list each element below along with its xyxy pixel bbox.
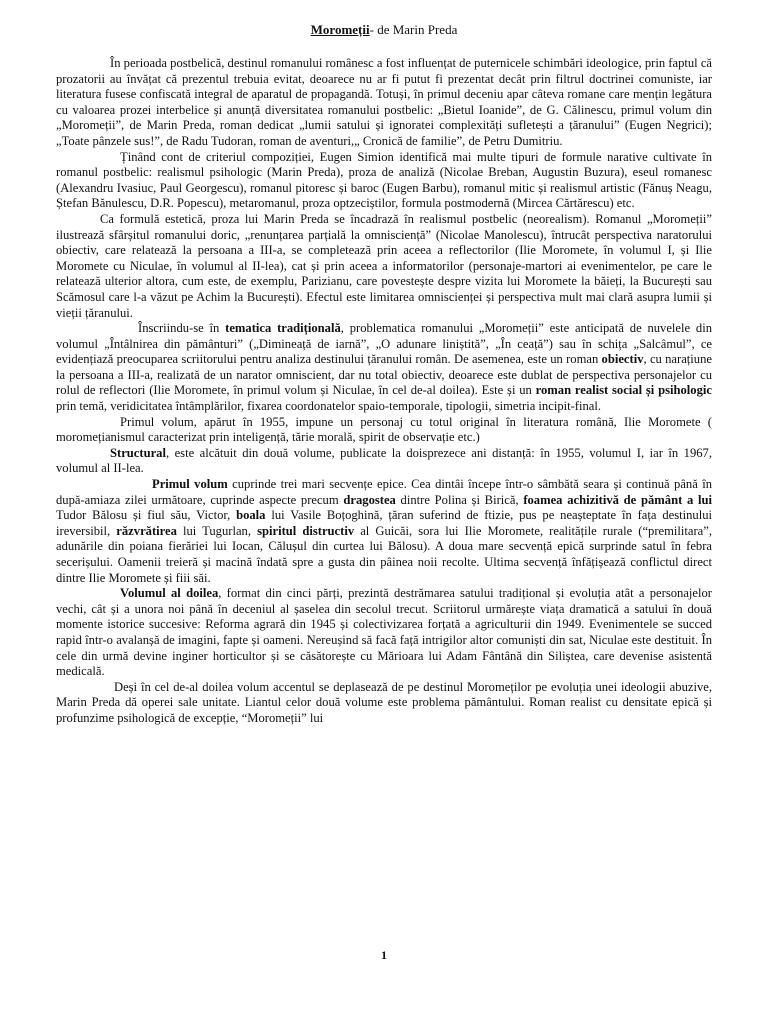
text-run: În perioada postbelică, destinul romanului românesc a fost influențat de puternicele schimbări ideologice, prin faptul că prozatorii au învățat că prezentul trebuia evitat, deoarece nu ar fi putut fi prezentat decât prin filtrul doctrinei comuniste, iar literatura fusese confiscată integral de aparatul de propagandă. Totuși, în primul deceniu apar câteva romane care mențin legătura cu valoarea prozei interbelice și anunță diversitatea romanului postbelic: „Bietul Ioanide”, de G. Călinescu, primul volum din „Moromeții”, de Marin Preda, roman dedicat „lumii satului și ignoratei complexități sufletești a țăranului” (Eugen Negrici); „Toate pânzele sus!”, de Radu Tudoran, roman de aventuri,„ Cronică de familie”, de Petru Dumitriu.	[56, 56, 712, 148]
bold-text-run: foamea achizitivă de pământ a lui	[523, 492, 713, 507]
text-run: , format din cinci părți, prezintă destrămarea satului tradițional și evoluția atât a personajelor vechi, cât și a unora noi până în deceniul al șaselea din secolul trecut. Scriitorul urmărește viața dramatică a satului în două momente istorice succesive: Reforma agrară din 1945 și colectivizarea forțată a agriculturii din 1949. Evenimentele se succed rapid într-o avalanșă de imagini, fapte și oameni. Nereușind să facă față intrigilor altor comuniști din sat, Niculae este destituit. În cele din urmă devine inginer horticultor și se căsătorește cu Mărioara lui Adam Fântână din Siliștea, care devenise asistentă medicală.	[56, 586, 712, 679]
text-run: al Guicăi, sora lui Ilie Moromete, realitățile rurale (“premilitara”, adunările din poiana fierăriei lui Iocan, Călușul din curtea lui Bălosu). A doua mare secvență epică surprinde satul în febra secerișului. Oamenii treieră și macină îndată spre a gusta din pâinea noii recolte. Ultima secvență înfățișează conflictul direct dintre Ilie Moromete și fiii săi.	[56, 523, 713, 585]
text-run: , cu narațiune la persoana a III-a, realizată de un narator omniscient, dar nu total obiectiv, deoarece este dublat de perspectiva personajelor cu rolul de reflectori (Ilie Moromete, în primul volum și Niculae, în cel de-al doilea). Este și un	[56, 352, 712, 398]
bold-text-run: Volumul al doilea	[120, 586, 219, 601]
text-run: Deși în cel de-al doilea volum accentul se deplasează de pe destinul Moromeților pe evoluția unei ideologii abuzive, Marin Preda dă operei sale unitate. Liantul celor două volume este problema pământului. Roman realist cu densitate epică și profunzime psihologică de excepție, “Moromeții” lui	[56, 679, 712, 725]
paragraph	[56, 321, 712, 415]
title-author: - de Marin Preda	[369, 22, 458, 37]
text-run: lui Vasile Boțoghină, țăran suferind de ftizie, pus pe neașteptate în fața destinului ireversibil,	[56, 508, 712, 538]
paragraph	[56, 446, 712, 477]
text-run: Primul volum, apărut în 1955, impune un personaj cu totul original în literatura română, Ilie Moromete ( moromețianismul caracterizat prin inteligență, tărie morală, spirit de observație etc.)	[56, 414, 712, 445]
paragraph	[56, 680, 712, 727]
text-run: cuprinde trei mari secvențe epice. Cea dintâi începe într-o sâmbătă seara și continuă până în după-amiaza zilei următoare, cuprinde aspecte precum	[56, 477, 712, 507]
text-run: Înscriindu-se în	[138, 321, 226, 336]
bold-text-run: dragostea	[343, 492, 396, 507]
text-run: , este alcătuit din două volume, publicate la doisprezece ani distanță: în 1955, volumul I, iar în 1967, volumul al II-lea.	[56, 445, 712, 476]
text-run: Ținând cont de criteriul compoziției, Eugen Simion identifică mai multe tipuri de formule narative cultivate în romanul postbelic: realismul psihologic (Marin Preda), proza de analiză (Nicolae Breban, Augustin Buzura), eseul romanesc (Alexandru Ivasiuc, Paul Georgescu), romanul pitoresc și baroc (Eugen Barbu), romanul mitic și realismul artistic (Fănuș Neagu, Ștefan Bănulescu, D.R. Popescu), metaromanul, proza optzeciștilor, formula postmodernă (Mircea Cărtărescu) etc.	[56, 149, 712, 211]
text-run: Tudor Bălosu și fiul său, Victor,	[56, 508, 237, 523]
bold-text-run: tematica tradițională	[225, 321, 341, 336]
document-body	[56, 56, 712, 727]
text-run: prin temă, veridicitatea întâmplărilor, fixarea coordonatelor spaio-temporale, tipologii, simetria incipit-final.	[56, 399, 602, 414]
bold-text-run: obiectiv	[601, 352, 644, 367]
text-run: dintre Polina și Birică,	[395, 492, 524, 507]
title-work-name: Moromeții	[310, 22, 370, 37]
text-run: lui Tugurlan,	[176, 523, 258, 538]
bold-text-run: răzvrătirea	[116, 523, 177, 538]
paragraph	[56, 56, 712, 150]
bold-text-run: Structural	[110, 445, 166, 460]
page-number: 1	[381, 948, 387, 962]
text-run: Ca formulă estetică, proza lui Marin Preda se încadrază în realismul postbelic (neorealism). Romanul „Moromeții” ilustrează sfârșitul romanului doric, „renunțarea parțială la omnisciență” (Nicolae Manolescu), întrucât perspectiva naratorului obiectiv, care relatează la persoana a III-a, se completează prin aceea a reflectorilor (Ilie Moromete, în volumul I, și Ilie Moromete cu Niculae, în volumul al II-lea), cat și prin aceea a informatorilor (personaje-martori ai evenimentelor, pe care le relatează ulterior altora, cum este, de exemplu, Parizianu, care povestește despre vizita lui Moromete la băieți, la București sau Scămosul care l-a văzut pe Achim la București). Efectul este limitarea omniscienței și perspectiva mult mai clară asupra lumii și vieții țăranului.	[56, 211, 712, 320]
paragraph	[56, 477, 712, 586]
bold-text-run: spiritul distructiv	[257, 523, 355, 538]
paragraph	[56, 212, 712, 321]
paragraph	[56, 586, 712, 680]
paragraph	[56, 150, 712, 212]
paragraph	[56, 415, 712, 446]
bold-text-run: roman realist social și psihologic	[535, 383, 712, 398]
page-title	[56, 22, 712, 38]
text-run: , problematica romanului „Moromeții” este anticipată de nuvelele din volumul „Întâlnirea din pământuri” („Dimineață de iarnă”, „O adunare liniștită”, „În ceață”) sau în schița „Salcâmul”, ce evidențiază preocuparea scriitorului pentru analiza destinului țăranului român. De asemenea, este un roman	[56, 321, 712, 367]
bold-text-run: Primul volum	[152, 477, 228, 492]
bold-text-run: boala	[236, 508, 266, 523]
